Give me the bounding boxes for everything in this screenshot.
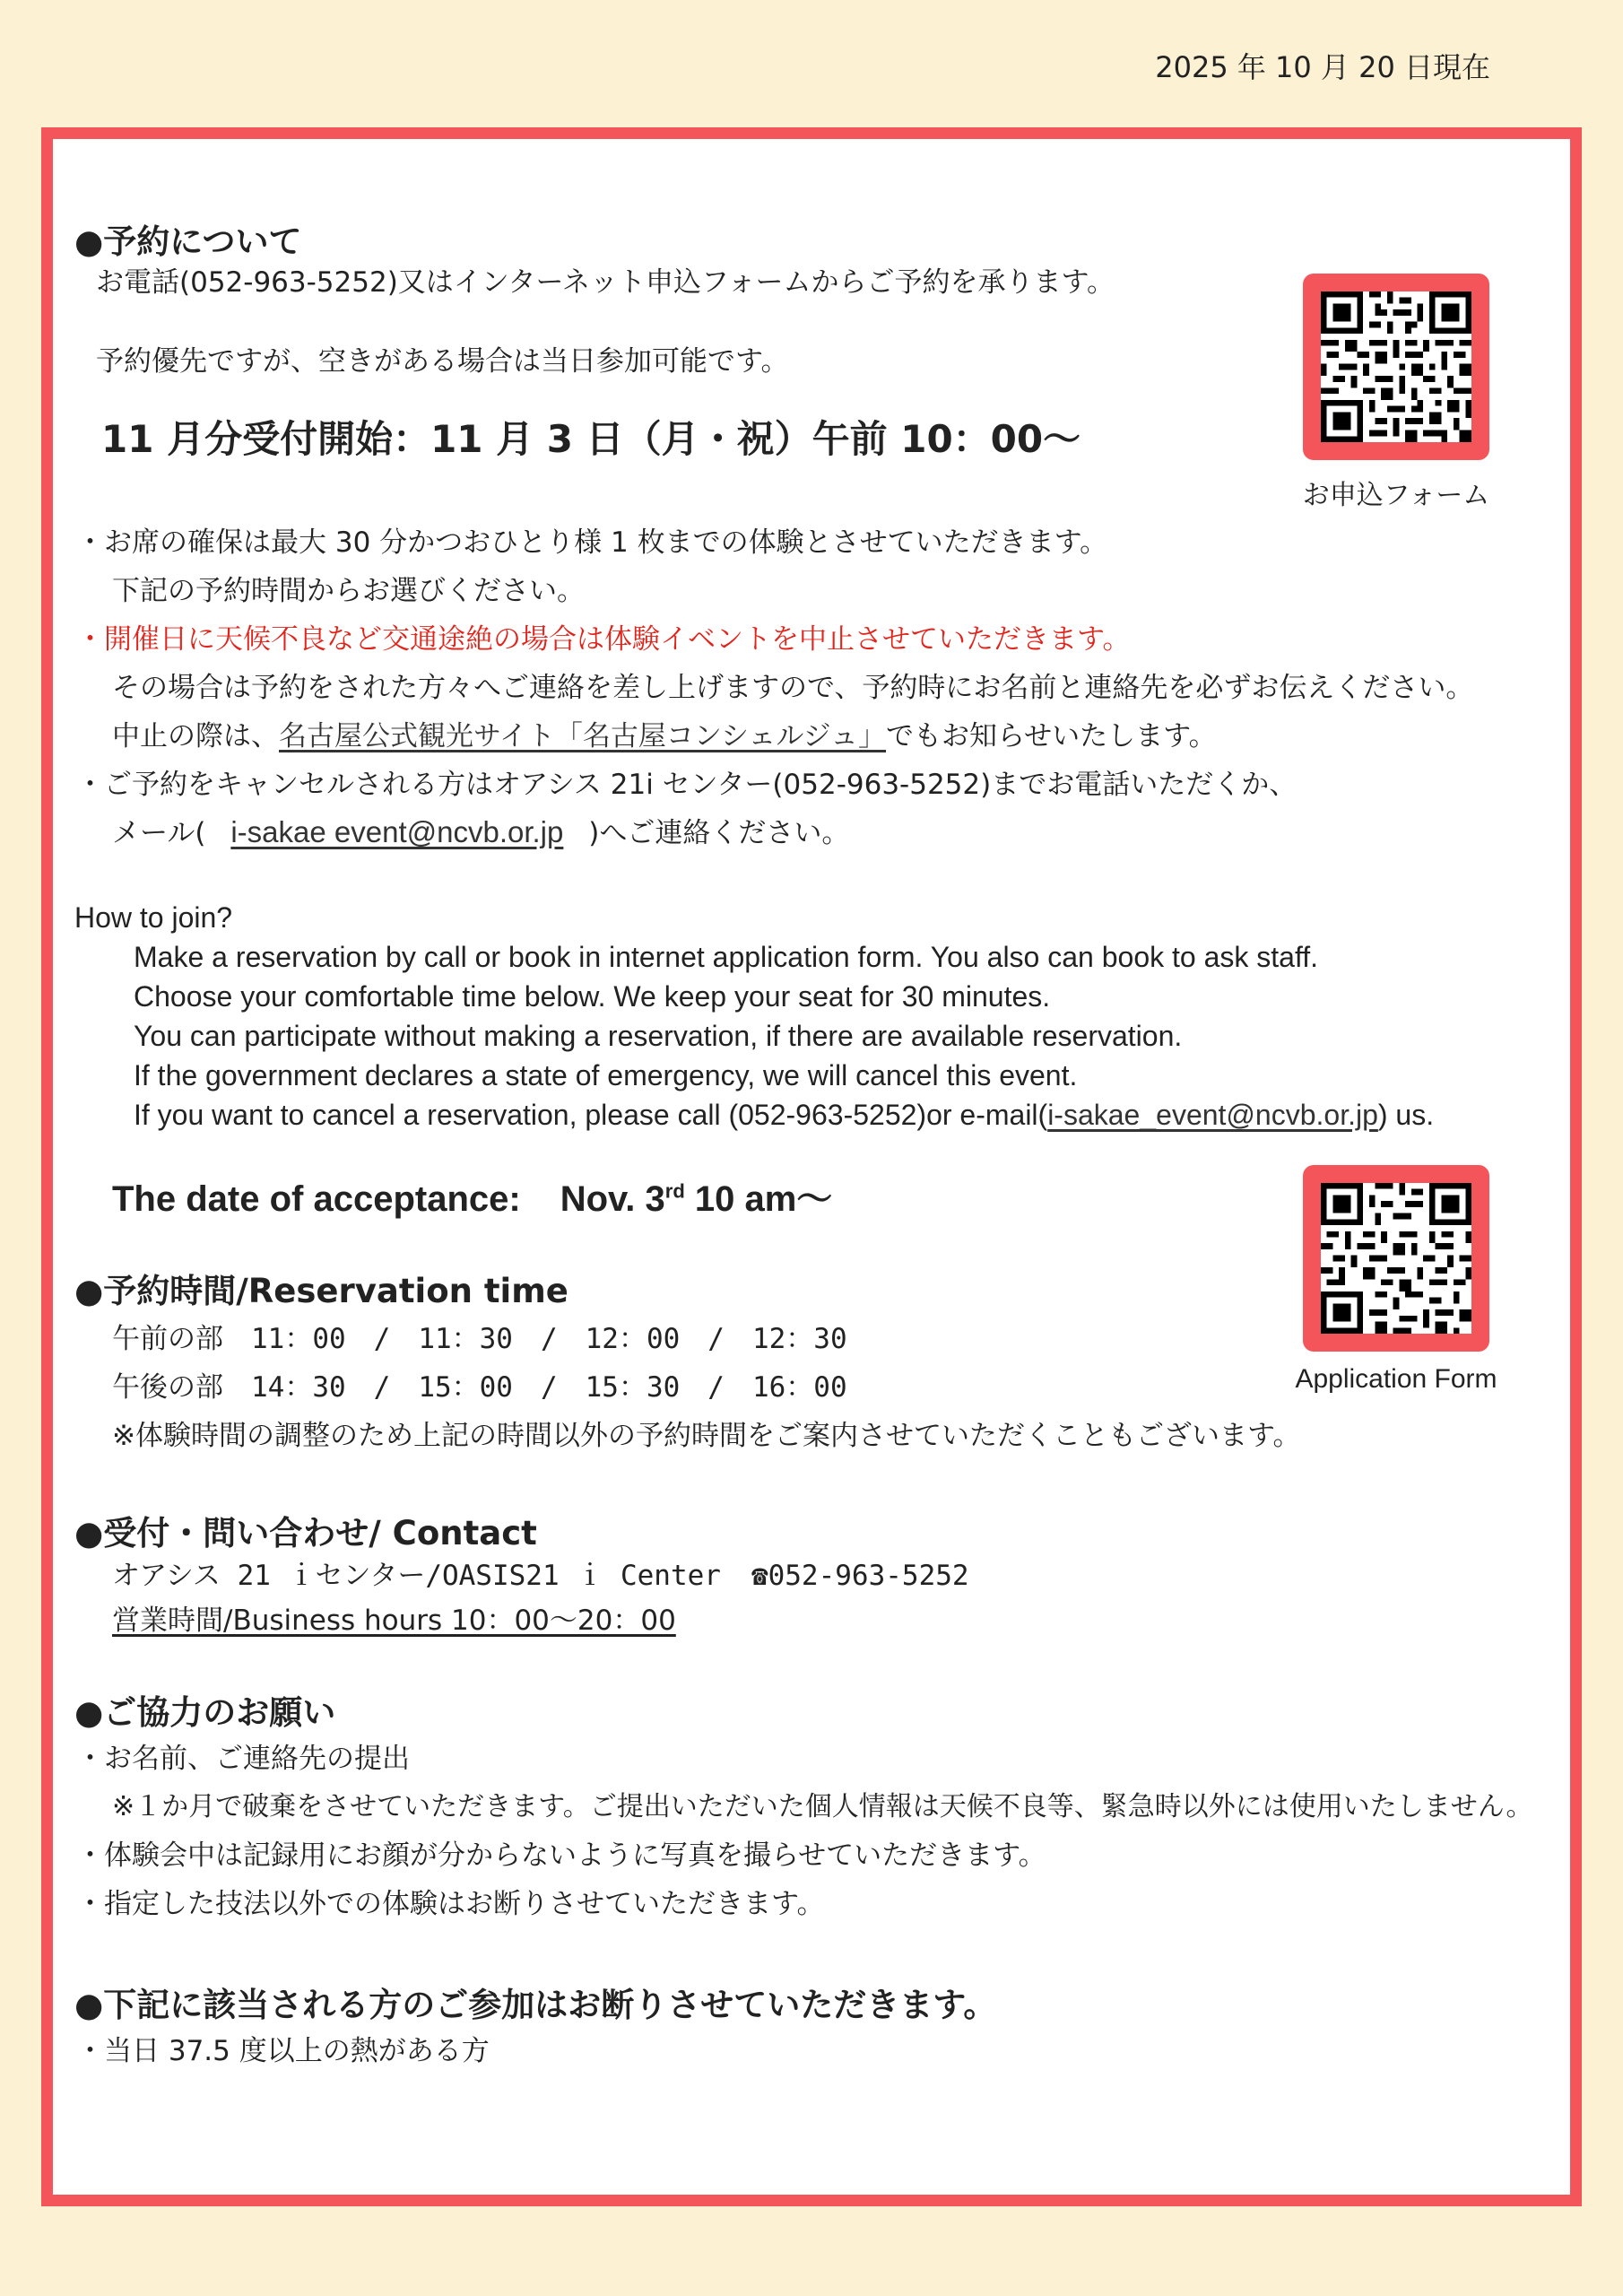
date-stamp: 2025 年 10 月 20 日現在: [1155, 50, 1490, 84]
application-form-qr-jp[interactable]: [1303, 274, 1489, 460]
reservation-bullet1-cont: 下記の予約時間からお選びください。: [112, 575, 585, 607]
reservation-bullet3: ・ご予約をキャンセルされる方はオアシス 21i センター(052-963-5252)までお電話いただくか、: [76, 769, 1298, 801]
email-prefix: メール(: [112, 817, 206, 849]
decline-heading: ●下記に該当される方のご参加はお断りさせていただきます。: [74, 1986, 997, 2024]
notice-suffix: でもお知らせいたします。: [886, 720, 1217, 752]
center-name: オアシス 21 ｉセンター/OASIS21 ｉ Center: [112, 1560, 721, 1592]
english-email-link[interactable]: i-sakae_event@ncvb.or.jp: [1047, 1099, 1378, 1131]
cooperation-item1-note: ※１か月で破棄をさせていただきます。ご提出いただいた個人情報は天候不良等、緊急時以外には使用いたしません。: [112, 1791, 1533, 1822]
phone-number[interactable]: ☎052-963-5252: [751, 1560, 969, 1592]
qr-caption-jp: お申込フォーム: [1302, 480, 1490, 511]
reservation-line2: 予約優先ですが、空きがある場合は当日参加可能です。: [96, 345, 789, 378]
email-link[interactable]: i-sakae event@ncvb.or.jp: [230, 815, 564, 848]
english-cancel-text: If you want to cancel a reservation, please call (052-963-5252)or e-mail(: [134, 1099, 1048, 1131]
reservation-time-note: ※体験時間の調整のため上記の時間以外の予約時間をご案内させていただくこともございます。: [112, 1420, 1301, 1452]
english-line2: Choose your comfortable time below. We keep your seat for 30 minutes.: [134, 980, 1051, 1013]
english-line5: [134, 1099, 1434, 1132]
acceptance-time: 10 am～: [684, 1179, 833, 1219]
acceptance-date-suffix: rd: [664, 1179, 685, 1203]
english-line4: If the government declares a state of emergency, we will cancel this event.: [134, 1059, 1078, 1091]
concierge-site-link[interactable]: 名古屋公式観光サイト「名古屋コンシェルジュ」: [279, 720, 887, 752]
reservation-bullet1: ・お席の確保は最大 30 分かつおひとり様 1 枚までの体験とさせていただきます。: [76, 526, 1108, 559]
english-line1: Make a reservation by call or book in internet application form. You also can book to ask staff.: [134, 941, 1319, 973]
how-to-join: How to join?: [74, 901, 233, 934]
english-cancel-suffix: ) us.: [1377, 1099, 1435, 1131]
cooperation-item1: ・お名前、ご連絡先の提出: [76, 1743, 410, 1775]
acceptance-label: The date of acceptance:: [112, 1179, 521, 1219]
reservation-bullet2-notice: [112, 713, 1217, 753]
email-suffix: )へご連絡ください。: [588, 817, 850, 849]
cooperation-item3: ・指定した技法以外での体験はお断りさせていただきます。: [76, 1888, 825, 1920]
qr-code-icon: [1321, 291, 1471, 442]
reservation-start: 11 月分受付開始：11 月 3 日（月・祝）午前 10：00～: [101, 417, 1081, 461]
cooperation-heading: ●ご協力のお願い: [74, 1693, 336, 1732]
reservation-time-heading: ●予約時間/Reservation time: [74, 1272, 568, 1310]
reservation-bullet2-warning: ・開催日に天候不良など交通途絶の場合は体験イベントを中止させていただきます。: [76, 623, 1131, 656]
acceptance-date-value: Nov. 3: [560, 1179, 665, 1219]
reservation-line1: お電話(052-963-5252)又はインターネット申込フォームからご予約を承ります。: [96, 266, 1115, 299]
content-frame: [41, 127, 1582, 2206]
english-line3: You can participate without making a reservation, if there are available reservation.: [134, 1020, 1183, 1052]
decline-item1: ・当日 37.5 度以上の熱がある方: [76, 2035, 490, 2067]
contact-heading: ●受付・問い合わせ/ Contact: [74, 1514, 537, 1552]
morning-times: 午前の部 11：00 / 11：30 / 12：00 / 12：30: [112, 1323, 847, 1355]
cooperation-item2: ・体験会中は記録用にお顔が分からないように写真を撮らせていただきます。: [76, 1839, 1046, 1872]
contact-center-line: [112, 1552, 969, 1593]
qr-code-icon: [1321, 1183, 1471, 1334]
acceptance-date: [112, 1170, 832, 1222]
application-form-qr-en[interactable]: [1303, 1165, 1489, 1352]
reservation-bullet2-cont: その場合は予約をされた方々へご連絡を差し上げますので、予約時にお名前と連絡先を必ずお伝えください。: [112, 672, 1474, 704]
qr-caption-en: Application Form: [1295, 1364, 1497, 1394]
reservation-bullet3-email-line: [112, 810, 849, 850]
reservation-heading: ●予約について: [74, 222, 302, 261]
business-hours: 営業時間/Business hours 10：00～20：00: [112, 1605, 676, 1637]
afternoon-times: 午後の部 14：30 / 15：00 / 15：30 / 16：00: [112, 1371, 847, 1404]
notice-prefix: 中止の際は、: [112, 720, 279, 752]
